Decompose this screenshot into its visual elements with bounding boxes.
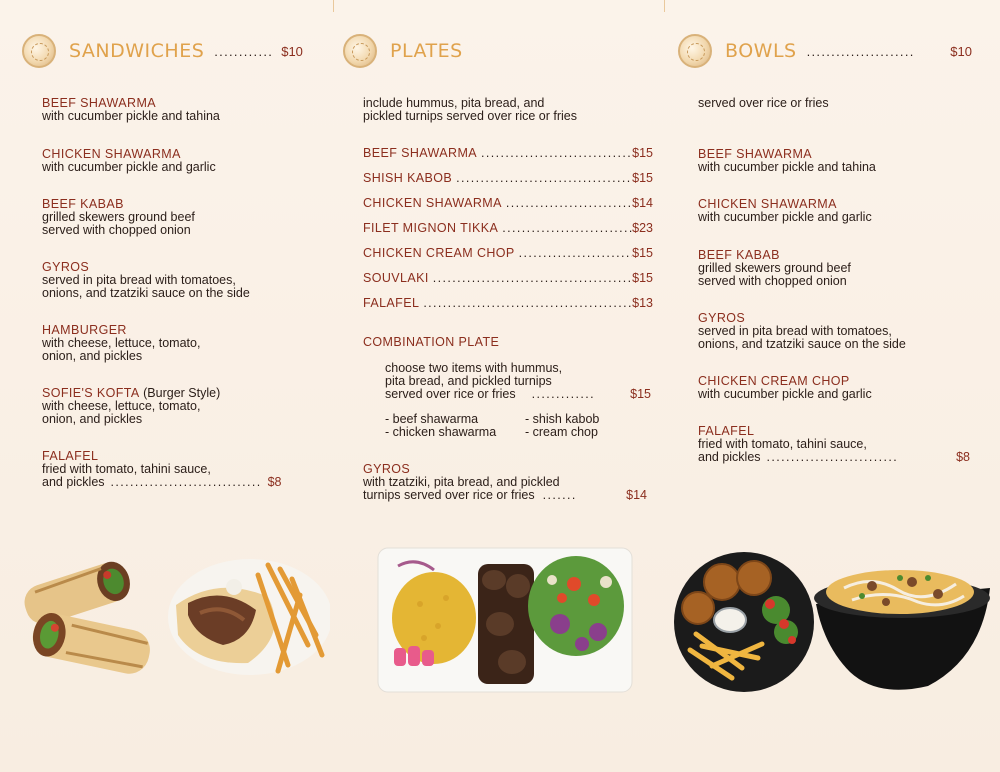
fold-mark-left — [333, 0, 334, 12]
menu-item: GYROS served in pita bread with tomatoes, onions, and tzatziki sauce on the side — [42, 260, 250, 300]
fold-mark-right — [664, 0, 665, 12]
menu-item: BEEF KABAB grilled skewers ground beef served with chopped onion — [698, 248, 851, 288]
logo-icon — [678, 34, 712, 68]
plates-header — [343, 33, 463, 69]
menu-item: HAMBURGER with cheese, lettuce, tomato, onion, and pickles — [42, 323, 201, 363]
menu-item: CHICKEN SHAWARMA with cucumber pickle and garlic — [42, 147, 216, 174]
plates-gyros: GYROS with tzatziki, pita bread, and pickled turnips served over rice or fries ....... $14 — [363, 462, 647, 502]
bowls-header — [678, 33, 972, 69]
price-row: CHICKEN SHAWARMA ..... $14 — [363, 196, 653, 210]
menu-item: FALAFEL fried with tomato, tahini sauce, and pickles ............................... $8 — [42, 449, 282, 489]
bowls-price: $10 — [950, 43, 972, 59]
combination-options: - beef shawarma - shish kabob - chicken shawarma - cream chop — [385, 412, 600, 439]
price-row: FALAFEL ..... $13 — [363, 296, 653, 310]
plate-photo — [376, 546, 634, 694]
menu-item: SOFIE'S KOFTA (Burger Style) with cheese, lettuce, tomato, onion, and pickles — [42, 386, 221, 426]
menu-item: BEEF SHAWARMA with cucumber pickle and tahina — [698, 147, 876, 174]
price-row: SHISH KABOB ..... $15 — [363, 171, 653, 185]
plates-title: PLATES — [390, 40, 463, 62]
sandwich-photo — [18, 555, 330, 685]
sandwiches-header — [22, 33, 303, 69]
combination-plate-desc: choose two items with hummus, pita bread, and pickled turnips served over rice or fries ............. $15 — [385, 361, 651, 401]
leader-dots: ............................... — [110, 475, 262, 489]
price-row: SOUVLAKI ..... $15 — [363, 271, 653, 285]
leader-dots: ........................... — [766, 450, 899, 464]
menu-item: FALAFEL fried with tomato, tahini sauce, and pickles ........................... $8 — [698, 424, 970, 464]
sandwiches-price: $10 — [281, 43, 303, 59]
menu-item: CHICKEN SHAWARMA with cucumber pickle and garlic — [698, 197, 872, 224]
plates-intro: include hummus, pita bread, and pickled turnips served over rice or fries — [363, 96, 577, 123]
bowls-title: BOWLS — [725, 40, 797, 62]
price-row: FILET MIGNON TIKKA ..... $23 — [363, 221, 653, 235]
leader-dots: ............. — [531, 387, 595, 401]
combination-plate-title: COMBINATION PLATE — [363, 335, 500, 349]
menu-item: GYROS served in pita bread with tomatoes, onions, and tzatziki sauce on the side — [698, 311, 906, 351]
price-row: BEEF SHAWARMA ..... $15 — [363, 146, 653, 160]
leader-dots: ....... — [542, 488, 577, 502]
menu-item: BEEF KABAB grilled skewers ground beef served with chopped onion — [42, 197, 195, 237]
price-row: CHICKEN CREAM CHOP ..... $15 — [363, 246, 653, 260]
bowls-intro: served over rice or fries — [698, 96, 829, 110]
logo-icon — [22, 34, 56, 68]
bowl-photo — [672, 548, 992, 696]
logo-icon — [343, 34, 377, 68]
menu-item: CHICKEN CREAM CHOP with cucumber pickle and garlic — [698, 374, 872, 401]
leader-dots: ...................... — [806, 43, 915, 59]
menu-item: BEEF SHAWARMA with cucumber pickle and tahina — [42, 96, 220, 123]
sandwiches-title: SANDWICHES — [69, 40, 205, 62]
leader-dots: ............ — [214, 43, 274, 59]
